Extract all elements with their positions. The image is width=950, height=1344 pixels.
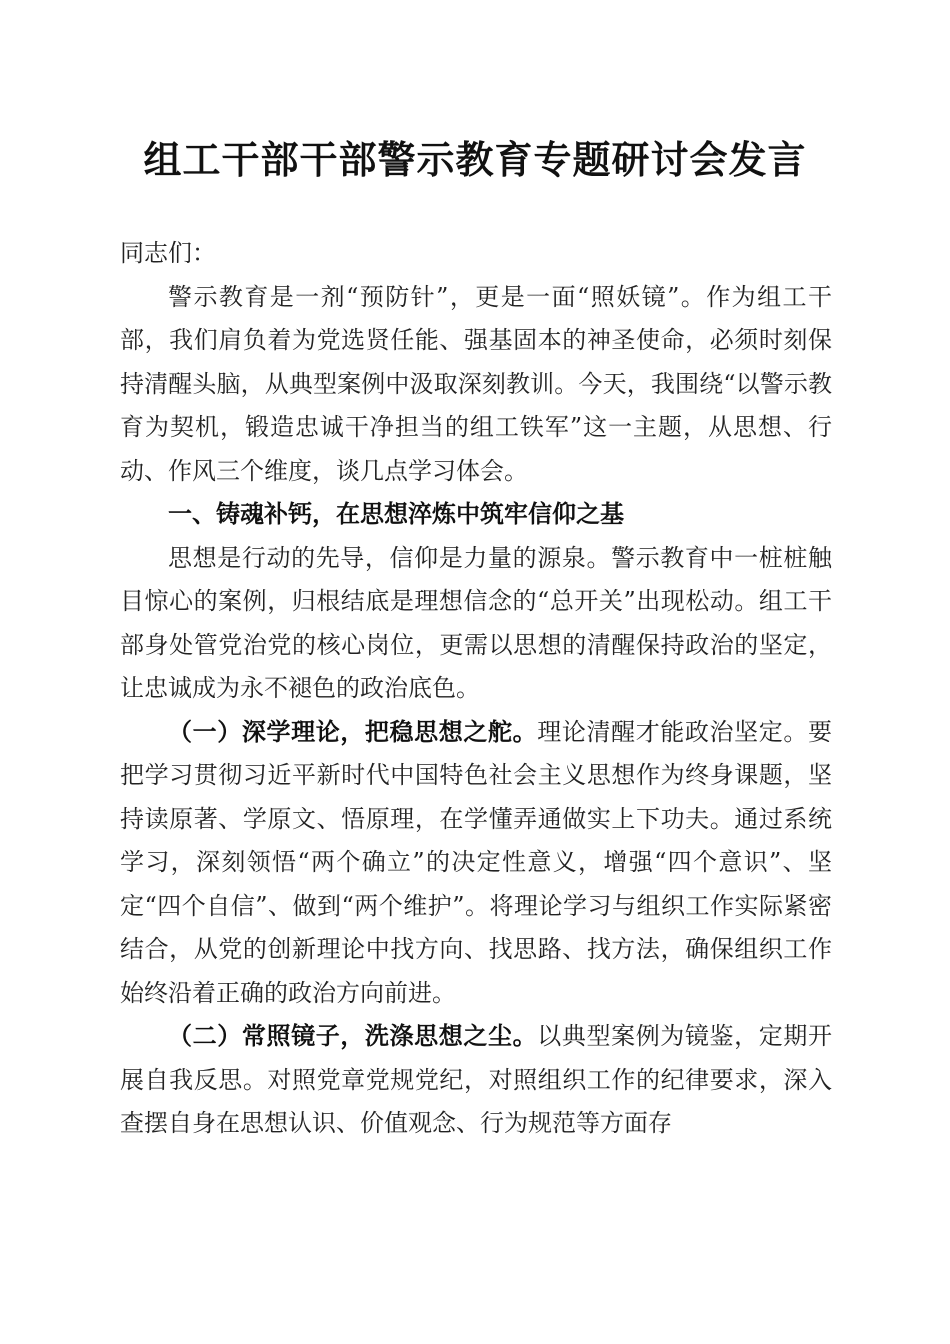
point-1-text: 理论清醒才能政治坚定。要把学习贯彻习近平新时代中国特色社会主义思想作为终身课题，坚持读原著、学原文、悟原理，在学懂弄通做实上下功夫。通过系统学习，深刻领悟“两个确立”的决定性意义，增强“四个意识”、坚定“四个自信”、做到“两个维护”。将理论学习与组织工作实际紧密结合，从党的创新理论中找方向、找思路、找方法，确保组织工作始终沿着正确的政治方向前进。 [120,717,833,1007]
point-2-text: 以典型案例为镜鉴，定期开展自我反思。对照党章党规党纪，对照组织工作的纪律要求，深入查摆自身在思想认识、价值观念、行为规范等方面存 [120,1022,833,1137]
section-1-lead-paragraph: 思想是行动的先导，信仰是力量的源泉。警示教育中一桩桩触目惊心的案例，归根结底是理想信念的“总开关”出现松动。组工干部身处管党治党的核心岗位，更需以思想的清醒保持政治的坚定，让忠诚成为永不褪色的政治底色。 [120,543,832,702]
document-body [120,232,832,1146]
point-2-paragraph [120,1015,832,1146]
intro-paragraph: 警示教育是一剂“预防针”，更是一面“照妖镜”。作为组工干部，我们肩负着为党选贤任能、强基固本的神圣使命，必须时刻保持清醒头脑，从典型案例中汲取深刻教训。今天，我围绕“以警示教育为契机，锻造忠诚干净担当的组工铁军”这一主题，从思想、行动、作风三个维度，谈几点学习体会。 [120,282,832,485]
point-1-label: （一）深学理论，把稳思想之舵。 [168,717,538,746]
section-heading-1: 一、铸魂补钙，在思想淬炼中筑牢信仰之基 [168,500,624,528]
point-2-label: （二）常照镜子，洗涤思想之尘。 [168,1022,538,1050]
salutation: 同志们： [120,239,216,267]
document-title: 组工干部干部警示教育专题研讨会发言 [143,137,807,182]
point-1-paragraph [120,711,832,1016]
